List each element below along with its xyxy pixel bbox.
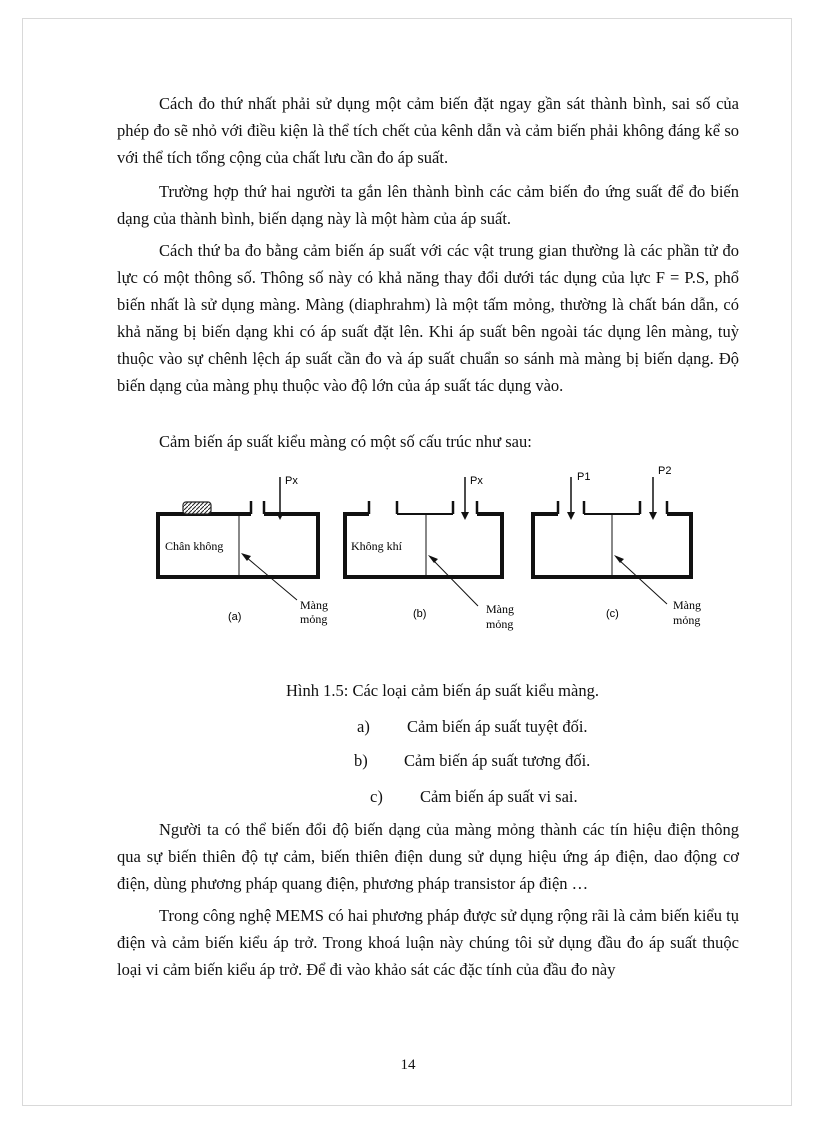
label-arrow-b-head [428,555,438,563]
pressure-arrow-c2-head [649,512,657,520]
membrane-label-c-2: mỏng [673,613,701,627]
membrane-label-b-1: Màng [486,602,514,616]
membrane-label-a-2: mỏng [300,612,328,626]
diagram-tag-b: (b) [413,608,427,620]
list-item-c [370,786,578,808]
hatched-seal-a [183,502,211,514]
paragraph-4: Cảm biến áp suất kiểu màng có một số cấu trúc như sau: [159,432,532,451]
page-number: 14 [400,1057,416,1073]
pressure-label-b: Px [470,475,483,487]
list-text-b: Cảm biến áp suất tương đối. [404,751,591,770]
list-marker-c: c) [370,787,383,806]
label-arrow-c [619,560,667,604]
list-text-a: Cảm biến áp suất tuyệt đối. [407,717,588,736]
label-arrow-b [433,560,478,606]
paragraph-6: Trong công nghệ MEMS có hai phương pháp được sử dụng rộng rãi là cảm biến kiểu tụ điện và cảm biến kiểu áp trở. Trong khoá luận này chúng tôi sử dụng đầu đo áp suất thuộc loại vi cảm biến kiểu áp trở. Để đi vào khảo sát các đặc tính của đầu đo này [117,906,739,979]
inside-label-a: Chân không [165,539,224,553]
diagram-tag-c: (c) [606,608,619,620]
diagram-a [158,475,328,626]
pressure-label-c2: P2 [658,465,672,477]
paragraph-5: Người ta có thể biến đổi độ biến dạng của màng mỏng thành các tín hiệu điện thông qua sự biến thiên độ tự cảm, biến thiên điện dung sử dụng hiệu ứng áp điện, dao động cơ điện, dùng phương pháp quang điện, phương pháp transistor áp điện … [117,820,739,893]
membrane-label-c-1: Màng [673,598,701,612]
list-item-a [357,716,588,738]
pressure-arrow-c1-head [567,512,575,520]
diagram-b [345,475,514,631]
paragraph-2: Trường hợp thứ hai người ta gắn lên thành bình các cảm biến đo ứng suất để đo biến dạng của thành bình, biến dạng này là một hàm của áp suất. [117,182,739,228]
membrane-label-a-1: Màng [300,598,328,612]
list-marker-a: a) [357,717,370,736]
figure-caption: Hình 1.5: Các loại cảm biến áp suất kiểu màng. [286,681,599,700]
inside-label-b: Không khí [351,539,402,553]
list-text-c: Cảm biến áp suất vi sai. [420,787,578,806]
diagram-tag-a: (a) [228,611,242,623]
pressure-label-c1: P1 [577,471,591,483]
paragraph-3: Cách thứ ba đo bằng cảm biến áp suất với các vật trung gian thường là các phần tử đo lực có một thông số. Thông số này có khả năng thay đổi dưới tác dụng của lực F = P.S, phổ biến nhất là sử dụng màng. Màng (diaphrahm) là một tấm mỏng, thường là chất bán dẫn, có khả năng bị biến dạng khi có áp suất đặt lên. Khi áp suất bên ngoài tác dụng lên màng, tuỳ thuộc vào sự chênh lệch áp suất cần đo và áp suất chuẩn so sánh mà màng bị biến dạng. Độ biến dạng của màng phụ thuộc vào độ lớn của áp suất tác dụng vào. [117,241,739,395]
list-item-b [354,750,590,772]
diagram-c [533,465,701,627]
pressure-arrow-b-head [461,512,469,520]
paragraph-1: Cách đo thứ nhất phải sử dụng một cảm biến đặt ngay gần sát thành bình, sai số của phép đo sẽ nhỏ với điều kiện là thể tích chết của kênh dẫn và cảm biến phải không đáng kể so với thể tích tổng cộng của chất lưu cần đo áp suất. [117,94,739,167]
label-arrow-c-head [614,555,624,563]
list-marker-b: b) [354,751,368,770]
pressure-label-a: Px [285,475,298,487]
pressure-sensor-figure [140,462,720,637]
membrane-label-b-2: mỏng [486,617,514,631]
